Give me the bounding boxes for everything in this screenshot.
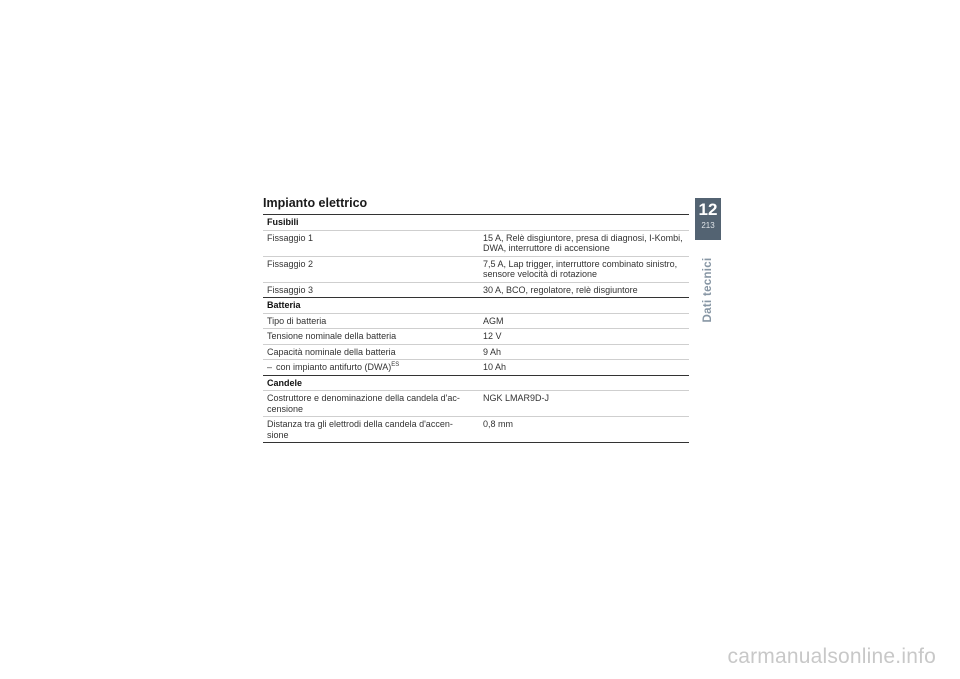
spec-table bbox=[263, 214, 689, 443]
chapter-name: Dati tecnici bbox=[702, 257, 714, 323]
row-value: 9 Ah bbox=[483, 346, 502, 357]
dash-marker: – bbox=[267, 362, 273, 372]
option-code-superscript: ES bbox=[391, 362, 400, 368]
table-row bbox=[263, 416, 689, 442]
table-end-rule bbox=[263, 442, 689, 443]
row-label: Tipo di batteria bbox=[267, 315, 327, 326]
row-value: 12 V bbox=[483, 331, 502, 341]
table-row bbox=[263, 344, 689, 360]
row-label: Fissaggio 3 bbox=[267, 284, 314, 295]
table-row bbox=[263, 359, 689, 375]
group-header-candele: Candele bbox=[263, 375, 689, 391]
table-row bbox=[263, 328, 689, 344]
row-value: NGK LMAR9D-J bbox=[483, 393, 550, 403]
table-row bbox=[263, 230, 689, 256]
row-value: AGM bbox=[483, 315, 504, 326]
table-row bbox=[263, 313, 689, 329]
row-label: Fissaggio 1 bbox=[267, 232, 314, 243]
row-value: 0,8 mm bbox=[483, 419, 514, 429]
row-label-option bbox=[263, 360, 471, 375]
watermark: carmanualsonline.info bbox=[727, 645, 936, 668]
row-label: Capacità nominale della batteria bbox=[267, 346, 396, 357]
row-value: 15 A, Relè disgiuntore, presa di diagnosi, I-Kombi, DWA, interruttore di accensione bbox=[483, 232, 683, 253]
chapter-tab bbox=[695, 198, 721, 240]
row-label: Costruttore e denominazione della candela d'ac-censione bbox=[267, 393, 460, 414]
group-header-batteria: Batteria bbox=[263, 297, 689, 313]
row-label-text: con impianto antifurto (DWA) bbox=[276, 362, 392, 372]
table-row bbox=[263, 282, 689, 298]
row-value: 7,5 A, Lap trigger, interruttore combinato sinistro, sensore velocità di rotazione bbox=[483, 258, 678, 279]
row-value: 30 A, BCO, regolatore, relè disgiuntore bbox=[483, 284, 638, 295]
row-label: Distanza tra gli elettrodi della candela d'accen-sione bbox=[267, 419, 453, 440]
page-number: 213 bbox=[701, 221, 715, 230]
group-header-fusibili: Fusibili bbox=[263, 214, 689, 230]
table-row bbox=[263, 256, 689, 282]
chapter-number: 12 bbox=[698, 200, 718, 219]
row-label: Tensione nominale della batteria bbox=[267, 331, 397, 341]
row-value: 10 Ah bbox=[483, 362, 507, 372]
table-row bbox=[263, 390, 689, 416]
section-title: Impianto elettrico bbox=[263, 196, 368, 210]
row-label: Fissaggio 2 bbox=[267, 258, 314, 269]
